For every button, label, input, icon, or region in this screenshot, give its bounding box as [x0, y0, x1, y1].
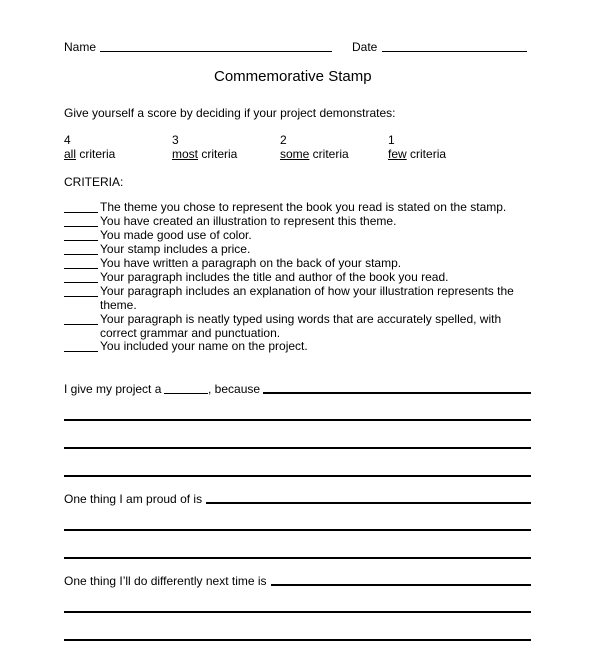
criterion-2-score-blank[interactable] [64, 226, 98, 227]
proud-line-2[interactable] [64, 529, 531, 531]
score-2-rest: criteria [309, 147, 349, 161]
give-score-prefix: I give my project a [64, 382, 162, 396]
criterion-9-text: You included your name on the project. [100, 339, 308, 353]
criterion-6-text: Your paragraph includes the title and author of the book you read. [100, 270, 449, 284]
differently-line-2[interactable] [64, 611, 531, 613]
differently-line-1[interactable] [271, 584, 531, 586]
criterion-7-score-blank[interactable] [64, 296, 98, 297]
name-field[interactable] [100, 51, 332, 52]
proud-line-1[interactable] [206, 502, 531, 504]
criterion-9-score-blank[interactable] [64, 351, 98, 352]
criterion-4-text: Your stamp includes a price. [100, 242, 251, 256]
given-score-field[interactable] [164, 393, 208, 394]
criterion-3-text: You made good use of color. [100, 228, 252, 242]
score-1-number: 1 [388, 133, 395, 147]
because-line-1[interactable] [263, 392, 531, 394]
criterion-2-text: You have created an illustration to represent this theme. [100, 214, 397, 228]
criterion-7-text: Your paragraph includes an explanation of how your illustration represents the theme. [100, 284, 514, 312]
because-line-3[interactable] [64, 447, 531, 449]
score-1-label [388, 147, 446, 161]
criterion-8-text: Your paragraph is neatly typed using words that are accurately spelled, with correct grammar and punctuation. [100, 312, 502, 340]
proud-line-3[interactable] [64, 557, 531, 559]
score-1-word: few [388, 147, 407, 161]
criterion-5-score-blank[interactable] [64, 268, 98, 269]
criterion-8-score-blank[interactable] [64, 324, 98, 325]
score-2-number: 2 [280, 133, 287, 147]
criteria-heading: CRITERIA: [64, 175, 124, 189]
score-2-label [280, 147, 349, 161]
instructions-text: Give yourself a score by deciding if your project demonstrates: [64, 106, 396, 120]
criterion-1-score-blank[interactable] [64, 212, 98, 213]
because-line-4[interactable] [64, 475, 531, 477]
score-3-rest: criteria [198, 147, 238, 161]
proud-prompt: One thing I am proud of is [64, 492, 203, 506]
criterion-4-score-blank[interactable] [64, 254, 98, 255]
score-4-word: all [64, 147, 77, 161]
score-3-number: 3 [172, 133, 179, 147]
date-field[interactable] [382, 51, 527, 52]
score-4-number: 4 [64, 133, 71, 147]
score-3-word: most [172, 147, 199, 161]
because-line-2[interactable] [64, 419, 531, 421]
score-4-label [64, 147, 115, 161]
criterion-3-score-blank[interactable] [64, 240, 98, 241]
name-label: Name [64, 40, 97, 54]
score-1-rest: criteria [406, 147, 447, 161]
give-score-suffix: , because [208, 382, 261, 396]
differently-prompt: One thing I’ll do differently next time is [64, 574, 267, 588]
score-4-rest: criteria [76, 147, 116, 161]
differently-line-3[interactable] [64, 639, 531, 641]
criterion-1-text: The theme you chose to represent the book you read is stated on the stamp. [100, 200, 507, 214]
score-2-word: some [280, 147, 310, 161]
score-3-label [172, 147, 237, 161]
date-label: Date [352, 40, 378, 54]
criterion-6-score-blank[interactable] [64, 282, 98, 283]
criterion-5-text: You have written a paragraph on the back of your stamp. [100, 256, 402, 270]
page-title: Commemorative Stamp [214, 68, 372, 85]
